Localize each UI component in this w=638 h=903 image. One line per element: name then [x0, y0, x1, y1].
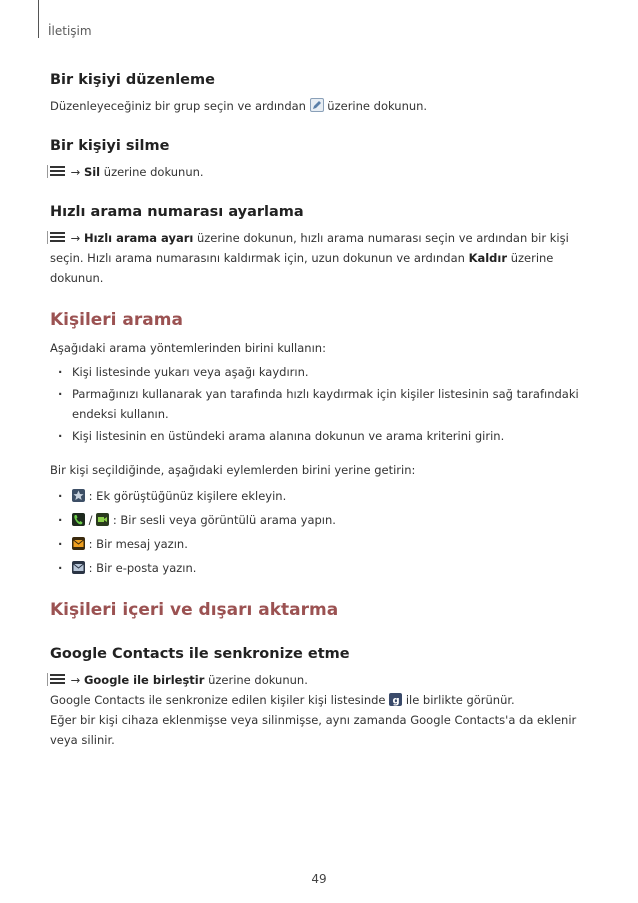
search-intro: Aşağıdaki arama yöntemlerinden birini kullanın: [50, 341, 326, 355]
menu-icon [50, 674, 65, 685]
menu-icon [50, 166, 65, 177]
page-content [50, 72, 598, 750]
after-select-text: Bir kişi seçildiğinde, aşağıdaki eylemlerden birini yerine getirin: [50, 463, 416, 477]
header-rule [38, 0, 39, 38]
video-call-icon [96, 513, 109, 526]
message-icon [72, 537, 85, 550]
menu-icon [50, 232, 65, 243]
star-icon [72, 489, 85, 502]
delete-contact-text: → Sil üzerine dokunun. [50, 162, 598, 182]
search-contacts-heading: Kişileri arama [50, 310, 183, 330]
email-icon [72, 561, 85, 574]
google-sync-note: Eğer bir kişi cihaza eklenmişse veya silinmişse, aynı zamanda Google Contacts'a da eklenir veya silinir. [50, 713, 577, 747]
chapter-title: İletişim [48, 24, 92, 38]
edit-contact-text: Düzenleyeceğiniz bir grup seçin ve ardından üzerine dokunun. [50, 99, 428, 113]
search-methods-list [50, 362, 598, 446]
phone-icon [72, 513, 85, 526]
delete-contact-heading: Bir kişiyi silme [50, 138, 170, 154]
page-number: 49 [311, 872, 327, 886]
list-item: · : Bir e-posta yazın. [50, 558, 598, 578]
google-sync-heading: Google Contacts ile senkronize etme [50, 646, 350, 662]
actions-list [50, 486, 598, 578]
import-export-heading: Kişileri içeri ve dışarı aktarma [50, 600, 339, 620]
google-icon [389, 693, 402, 706]
edit-contact-heading: Bir kişiyi düzenleme [50, 72, 215, 88]
list-item: · Parmağınızı kullanarak yan tarafında hızlı kaydırmak için kişiler listesinin sağ tarafındaki endeksi kullanın. [50, 384, 598, 424]
speed-dial-text: → Hızlı arama ayarı üzerine dokunun, hızlı arama numarası seçin ve ardından bir kişi seçin. Hızlı arama numarasını kaldırmak için, uzun dokunun ve ardından Kaldır üzerine dokunun. [50, 231, 569, 285]
google-sync-text: Google Contacts ile senkronize edilen kişiler kişi listesinde g ile birlikte görünür. [50, 693, 515, 707]
list-item: · Kişi listesinin en üstündeki arama alanına dokunun ve arama kriterini girin. [50, 426, 598, 446]
list-item: · / : Bir sesli veya görüntülü arama yapın. [50, 510, 598, 530]
google-sync-instruction: → Google ile birleştir üzerine dokunun. [50, 670, 598, 690]
list-item: · : Bir mesaj yazın. [50, 534, 598, 554]
edit-pencil-icon [310, 98, 324, 112]
svg-text:g: g [392, 695, 400, 706]
list-item: · Kişi listesinde yukarı veya aşağı kaydırın. [50, 362, 598, 382]
list-item: · : Ek görüştüğünüz kişilere ekleyin. [50, 486, 598, 506]
speed-dial-heading: Hızlı arama numarası ayarlama [50, 204, 304, 220]
